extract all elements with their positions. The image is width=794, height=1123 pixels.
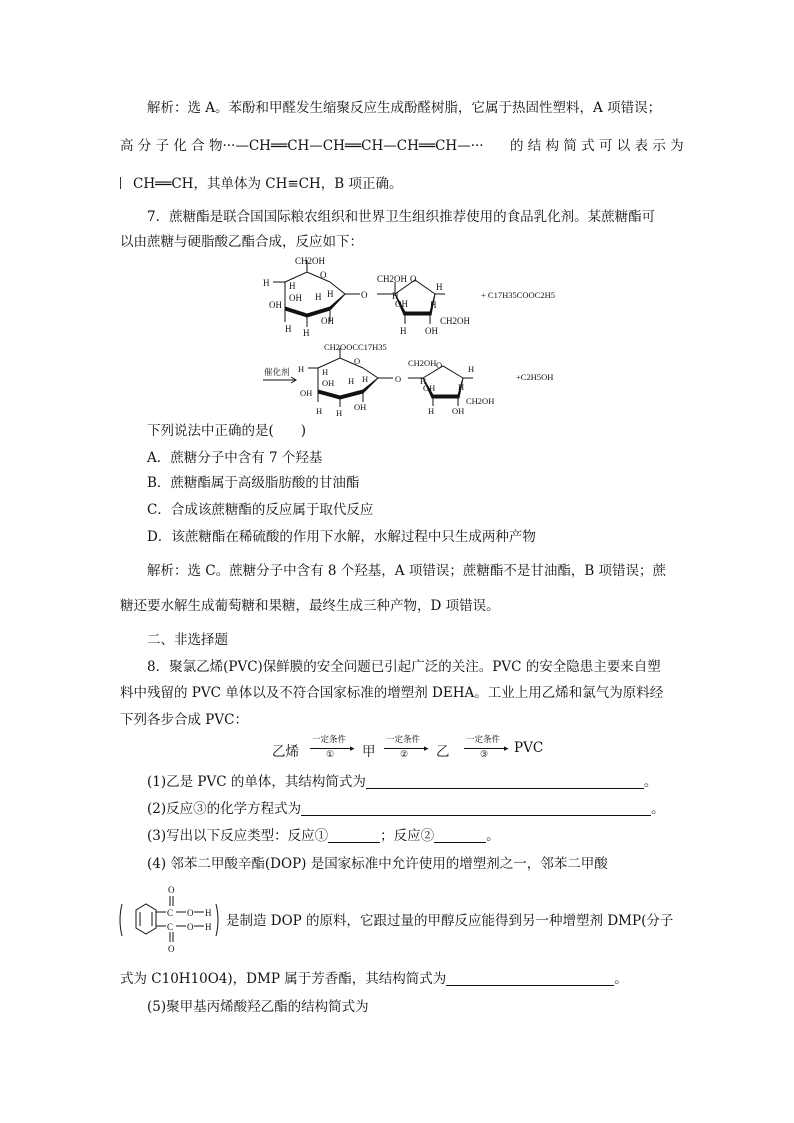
answer-blank-1[interactable] [366,774,644,789]
svg-text:H: H [285,324,292,334]
scheme-yi: 乙 [436,744,450,760]
svg-text:O: O [354,356,361,366]
svg-text:O: O [168,885,175,895]
svg-text:H: H [298,364,305,374]
ch2oh-label-2: CH2OH [377,274,408,284]
polymer-bracket-icon [120,177,133,189]
svg-text:H: H [205,922,212,932]
period: 。 [614,971,628,987]
svg-text:O: O [395,374,402,384]
q8-part-1 [147,773,657,791]
svg-text:OH: OH [423,383,436,393]
reagent-ethyl-stearate: + C17H35COOC2H5 [481,290,555,300]
ch2oh-label-4: CH2OH [408,358,437,368]
svg-text:H: H [468,364,475,374]
svg-text:H: H [458,382,465,392]
svg-text:O: O [168,944,175,954]
answer-blank-4[interactable] [446,971,614,986]
arrow-2-head-icon: ▸ [424,744,429,754]
svg-text:H: H [289,281,296,291]
svg-text:OH: OH [322,378,335,388]
svg-text:C: C [167,908,174,918]
arrow-3-head-icon: ▸ [504,744,509,754]
svg-text:O: O [320,270,327,280]
svg-text:H: H [392,291,399,301]
q7-stem-1: 7．蔗糖酯是联合国国际粮农组织和世界卫生组织推荐使用的食品乳化剂。某蔗糖酯可 [147,209,656,225]
svg-text:H: H [348,376,355,386]
phthalic-acid-structure [116,882,226,957]
q7-option-b: B．蔗糖酯属于高级脂肪酸的甘油酯 [147,475,360,491]
prev-answer-line-3-text: CH══CH，其单体为 CH≡CH，B 项正确。 [133,176,403,192]
arrow-1-head-icon: ▸ [350,744,355,754]
scheme-ethylene: 乙烯 [272,744,299,760]
scheme-pvc: PVC [514,740,544,756]
q8-part-4-line-1: (4) 邻苯二甲酸辛酯(DOP) 是国家标准中允许使用的增塑剂之一，邻苯二甲酸 [147,856,608,872]
scheme-num-1: ① [326,750,335,760]
svg-text:O: O [187,908,194,918]
section-title: 二、非选择题 [147,632,228,648]
svg-text:OH: OH [452,406,465,416]
scheme-num-3: ③ [480,750,489,760]
svg-text:OH: OH [269,300,282,310]
prev-answer-line-3 [120,175,402,193]
prev-answer-line-2a: 高 分 子 化 合 物···—CH══CH—CH══CH—CH══CH—··· [120,138,484,154]
period: 。 [486,828,500,844]
q8-part-5: (5)聚甲基丙烯酸羟乙酯的结构简式为 [147,999,369,1015]
arrow-1-icon [310,748,352,749]
ch2oh-label-3: CH2OH [440,316,471,326]
svg-text:C: C [167,922,174,932]
scheme-cond-3: 一定条件 [466,735,501,745]
q7-option-c: C．合成该蔗糖酯的反应属于取代反应 [147,502,374,518]
svg-text:H: H [400,326,407,336]
svg-text:OH: OH [300,388,313,398]
svg-text:O: O [361,290,368,300]
q8-part-1-text: (1)乙是 PVC 的单体，其结构简式为 [147,774,366,790]
arrow-2-icon [384,748,426,749]
q8-part-4-line-2: 是制造 DOP 的原料，它跟过量的甲醇反应能得到另一种增塑剂 DMP(分子 [226,913,674,929]
q7-prompt: 下列说法中正确的是( ) [147,423,307,439]
scheme-jia: 甲 [362,744,376,760]
prev-answer-line-2b: 的 结 构 简 式 可 以 表 示 为 [510,138,684,154]
arrow-3-icon [464,748,506,749]
svg-text:H: H [315,292,322,302]
byproduct-ethanol: +C2H5OH [516,372,554,382]
svg-text:OH: OH [425,326,438,336]
svg-text:OH: OH [354,402,367,412]
answer-blank-3a[interactable] [328,828,380,843]
q8-stem-1: 8．聚氯乙烯(PVC)保鲜膜的安全问题已引起广泛的关注。PVC 的安全隐患主要来自塑 [147,659,661,675]
q8-part-4-line-3 [120,970,628,988]
svg-text:H: H [303,328,310,337]
q8-part-2 [147,800,665,818]
svg-text:O: O [436,360,443,370]
scheme-cond-1: 一定条件 [312,735,347,745]
svg-text:OH: OH [321,316,334,326]
svg-text:H: H [430,300,437,310]
q7-answer-1: 解析：选 C。蔗糖分子中含有 8 个羟基，A 项错误；蔗糖酯不是甘油酯，B 项错误；蔗 [147,563,667,579]
svg-text:H: H [428,406,435,416]
answer-blank-2[interactable] [301,801,651,816]
svg-text:H: H [205,908,212,918]
svg-text:H: H [316,406,323,416]
period: 。 [651,801,665,817]
svg-text:OH: OH [289,293,302,303]
scheme-cond-2: 一定条件 [386,735,421,745]
svg-text:H: H [336,408,343,418]
q8-part-3-text-a: (3)写出以下反应类型：反应① [147,828,329,844]
sucrose-ester-structure [258,340,578,418]
svg-text:O: O [410,274,417,284]
pvc-synthesis-scheme [272,734,562,764]
q7-stem-2: 以由蔗糖与硬脂酸乙酯合成，反应如下： [120,234,363,250]
ch2oh-label-5: CH2OH [466,396,495,406]
q7-option-d: D．该蔗糖酯在稀硫酸的作用下水解，水解过程中只生成两种产物 [147,529,536,545]
svg-text:O: O [187,922,194,932]
answer-blank-3b[interactable] [434,828,486,843]
svg-text:H: H [362,374,369,384]
q8-part-3-text-b: ；反应② [380,828,435,844]
q8-stem-3: 下列各步合成 PVC： [120,712,248,728]
svg-text:H: H [327,289,334,299]
ester-group-label: CH2OOCC17H35 [324,342,387,352]
ch2oh-label: CH2OH [295,256,326,266]
q8-part-4-text-c: 式为 C10H10O4)，DMP 属于芳香酯，其结构简式为 [120,971,447,987]
svg-text:H: H [322,367,329,377]
svg-text:H: H [420,376,427,386]
catalyst-label: 催化剂 [264,367,290,377]
q8-stem-2: 料中残留的 PVC 单体以及不符合国家标准的增塑剂 DEHA。工业上用乙烯和氯气为原料经 [120,685,664,701]
svg-text:OH: OH [395,299,408,309]
svg-text:H: H [436,282,443,292]
scheme-num-2: ② [400,750,409,760]
period: 。 [643,774,658,790]
q7-answer-2: 糖还要水解生成葡萄糖和果糖，最终生成三种产物，D 项错误。 [120,598,500,614]
prev-answer-line-1: 解析：选 A。苯酚和甲醛发生缩聚反应生成酚醛树脂，它属于热固性塑料，A 项错误； [147,100,662,116]
svg-text:H: H [263,278,270,288]
q8-part-2-text: (2)反应③的化学方程式为 [147,801,302,817]
sucrose-structure [255,252,595,337]
q7-option-a: A．蔗糖分子中含有 7 个羟基 [147,450,323,466]
q8-part-3 [147,827,500,845]
